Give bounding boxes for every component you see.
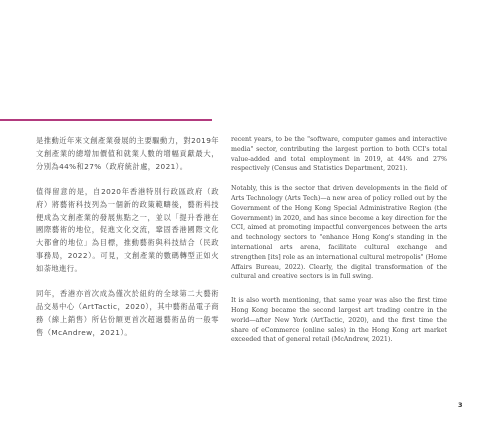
chinese-paragraph-2: 值得留意的是，自2020年香港特別行政區政府（政府）將藝術科技列為一個新的政策範疇後，藝術科技便成為文創產業的發展焦點之一，並以「提升香港在國際藝術的地位，促進文化交流，鞏固香港國際文化大都會的地位」為目標，推動藝術與科技結合（民政事務局，2022）。可見，文創產業的數碼轉型正如火如荼地進行。 <box>36 186 219 274</box>
chinese-paragraph-1: 是推動近年來文創產業發展的主要驅動力，對2019年文創產業的總增加價值和就業人數的增幅貢獻最大，分別為44%和27%（政府統計處，2021）。 <box>36 136 219 171</box>
accent-divider <box>0 119 212 121</box>
english-paragraph-3: It is also worth mentioning, that same year was also the first time Hong Kong became the second largest art trading centre in the world—after New York (ArtTactic, 2020), and the first time the share of eCommerce (online sales) in the Hong Kong art market exceeded that of general retail (McAndrew, 2021). <box>231 297 447 344</box>
chinese-column <box>36 135 219 352</box>
page-number: 3 <box>458 401 463 409</box>
english-paragraph-1: recent years, to be the "software, computer games and interactive media" sector, contributing the largest portion to both CCI's total value-added and total employment in 2019, at 44% and 27% respectively (Census and Statistics Department, 2021). <box>231 136 447 173</box>
english-column <box>231 135 447 359</box>
chinese-paragraph-3: 同年，香港亦首次成為僅次於紐約的全球第二大藝術品交易中心（ArtTactic，2020），其中藝術品電子商務（線上銷售）所佔份額更首次超過藝術品的一般零售（McAndrew，2021）。 <box>36 289 219 337</box>
english-paragraph-2: Notably, this is the sector that driven developments in the field of Arts Technology (Arts Tech)—a new area of policy rolled out by the Government of the Hong Kong Special Administrative Region (the Government) in 2020, and has since become a key direction for the CCI, aimed at promoting impactful convergences between the arts and technology sectors to "enhance Hong Kong's standing in the international arts arena, facilitate cultural exchange and strengthen [its] role as an international cultural metropolis" (Home Affairs Bureau, 2022). Clearly, the digital transformation of the cultural and creative sectors is in full swing. <box>231 185 447 281</box>
